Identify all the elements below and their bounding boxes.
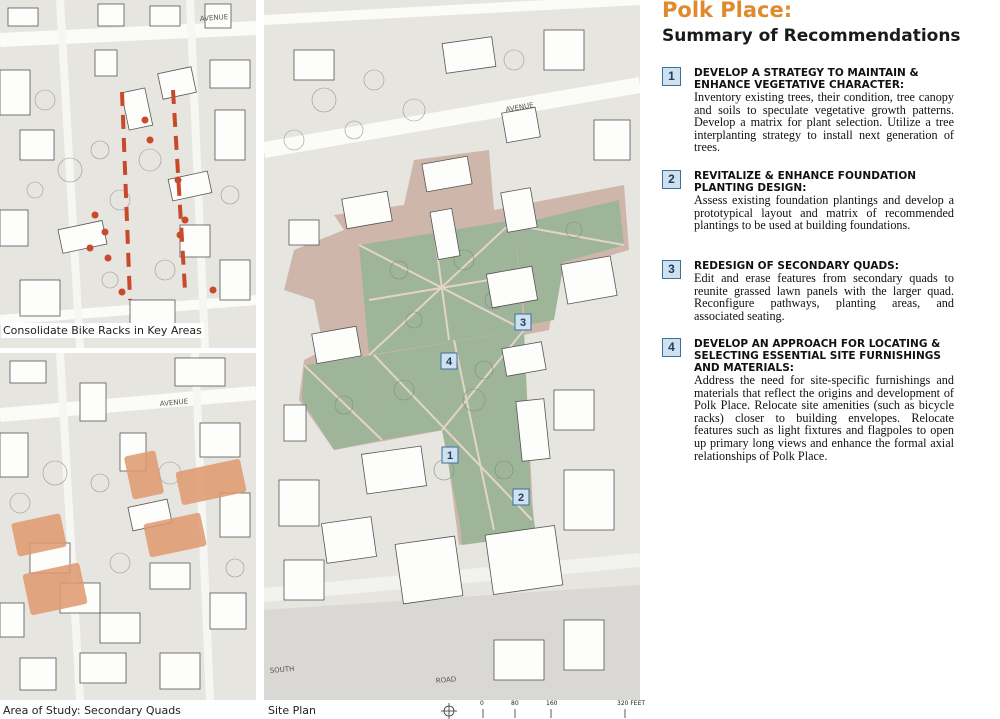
recommendation-number-4: 4 xyxy=(662,338,681,357)
scale-tick-80: 80 xyxy=(511,700,519,707)
recommendation-2 xyxy=(662,170,954,232)
bike-racks-caption: Consolidate Bike Racks in Key Areas xyxy=(3,324,202,337)
site-plan-marker-2 xyxy=(513,489,529,505)
secondary-quads-map xyxy=(0,353,256,700)
recommendation-1 xyxy=(662,67,954,154)
bike-racks-map-drawing xyxy=(0,0,256,348)
scale-tick-160: 160 xyxy=(546,700,558,707)
site-plan-marker-1 xyxy=(442,447,458,463)
recommendation-4 xyxy=(662,338,954,462)
recommendation-heading-3: REDESIGN OF SECONDARY QUADS: xyxy=(694,260,899,272)
recommendation-body-2: Assess existing foundation plantings and develop a prototypical layout and matrix of recommended plantings to be used at building foundations. xyxy=(694,193,954,233)
svg-text:4: 4 xyxy=(445,356,453,368)
site-plan-marker-4 xyxy=(441,353,457,369)
secondary-quads-map-drawing xyxy=(0,353,256,700)
secondary-quads-caption: Area of Study: Secondary Quads xyxy=(3,704,181,717)
svg-text:2: 2 xyxy=(517,492,525,504)
site-plan-drawing xyxy=(264,0,640,700)
scale-bar xyxy=(440,700,650,719)
street-label-avenue-site: AVENUE xyxy=(504,101,535,114)
recommendation-heading-2: REVITALIZE & ENHANCE FOUNDATION PLANTING DESIGN: xyxy=(694,170,917,194)
svg-text:3: 3 xyxy=(519,317,527,329)
bike-racks-map xyxy=(0,0,256,348)
recommendation-body-1: Inventory existing trees, their condition, tree canopy and soils to speculate vegetative growth patterns. Develop a matrix for plant selection. Utilize a tree interplanting strategy to install next generation of trees. xyxy=(694,90,954,155)
site-plan-marker-3 xyxy=(515,314,531,330)
svg-text:1: 1 xyxy=(446,450,454,462)
site-plan-caption: Site Plan xyxy=(268,704,317,717)
recommendation-number-1: 1 xyxy=(662,67,681,86)
recommendation-number-2: 2 xyxy=(662,170,681,189)
recommendation-heading-1: DEVELOP A STRATEGY TO MAINTAIN & ENHANCE VEGETATIVE CHARACTER: xyxy=(694,67,919,91)
site-plan-map xyxy=(264,0,640,700)
street-label-avenue-mid: AVENUE xyxy=(159,397,189,408)
street-label-road: ROAD xyxy=(435,675,457,685)
recommendation-heading-4: DEVELOP AN APPROACH FOR LOCATING & SELECTING ESSENTIAL SITE FURNISHINGS AND MATERIALS: xyxy=(694,338,941,374)
recommendation-body-4: Address the need for site-specific furnishings and materials that reflect the origins and development of Polk Place. Relocate site amenities (such as bicycle racks) closer to building envelopes. Relocate features such as light fixtures and flagpoles to open up primary long views and enhance the formal axial relationships of Polk Place. xyxy=(694,373,954,463)
recommendation-3 xyxy=(662,260,954,322)
page-subtitle: Summary of Recommendations xyxy=(662,26,961,46)
street-label-south: SOUTH xyxy=(269,664,295,675)
recommendation-body-3: Edit and erase features from secondary quads to reunite grassed lawn panels with the larger quad. Reconfigure pathways, planting areas, and associated seating. xyxy=(694,271,954,323)
scale-tick-320: 320 FEET xyxy=(617,700,646,707)
street-label-avenue-top: AVENUE xyxy=(199,13,229,23)
page-title: Polk Place: xyxy=(662,0,793,22)
scale-tick-0: 0 xyxy=(480,700,484,707)
recommendation-number-3: 3 xyxy=(662,260,681,279)
